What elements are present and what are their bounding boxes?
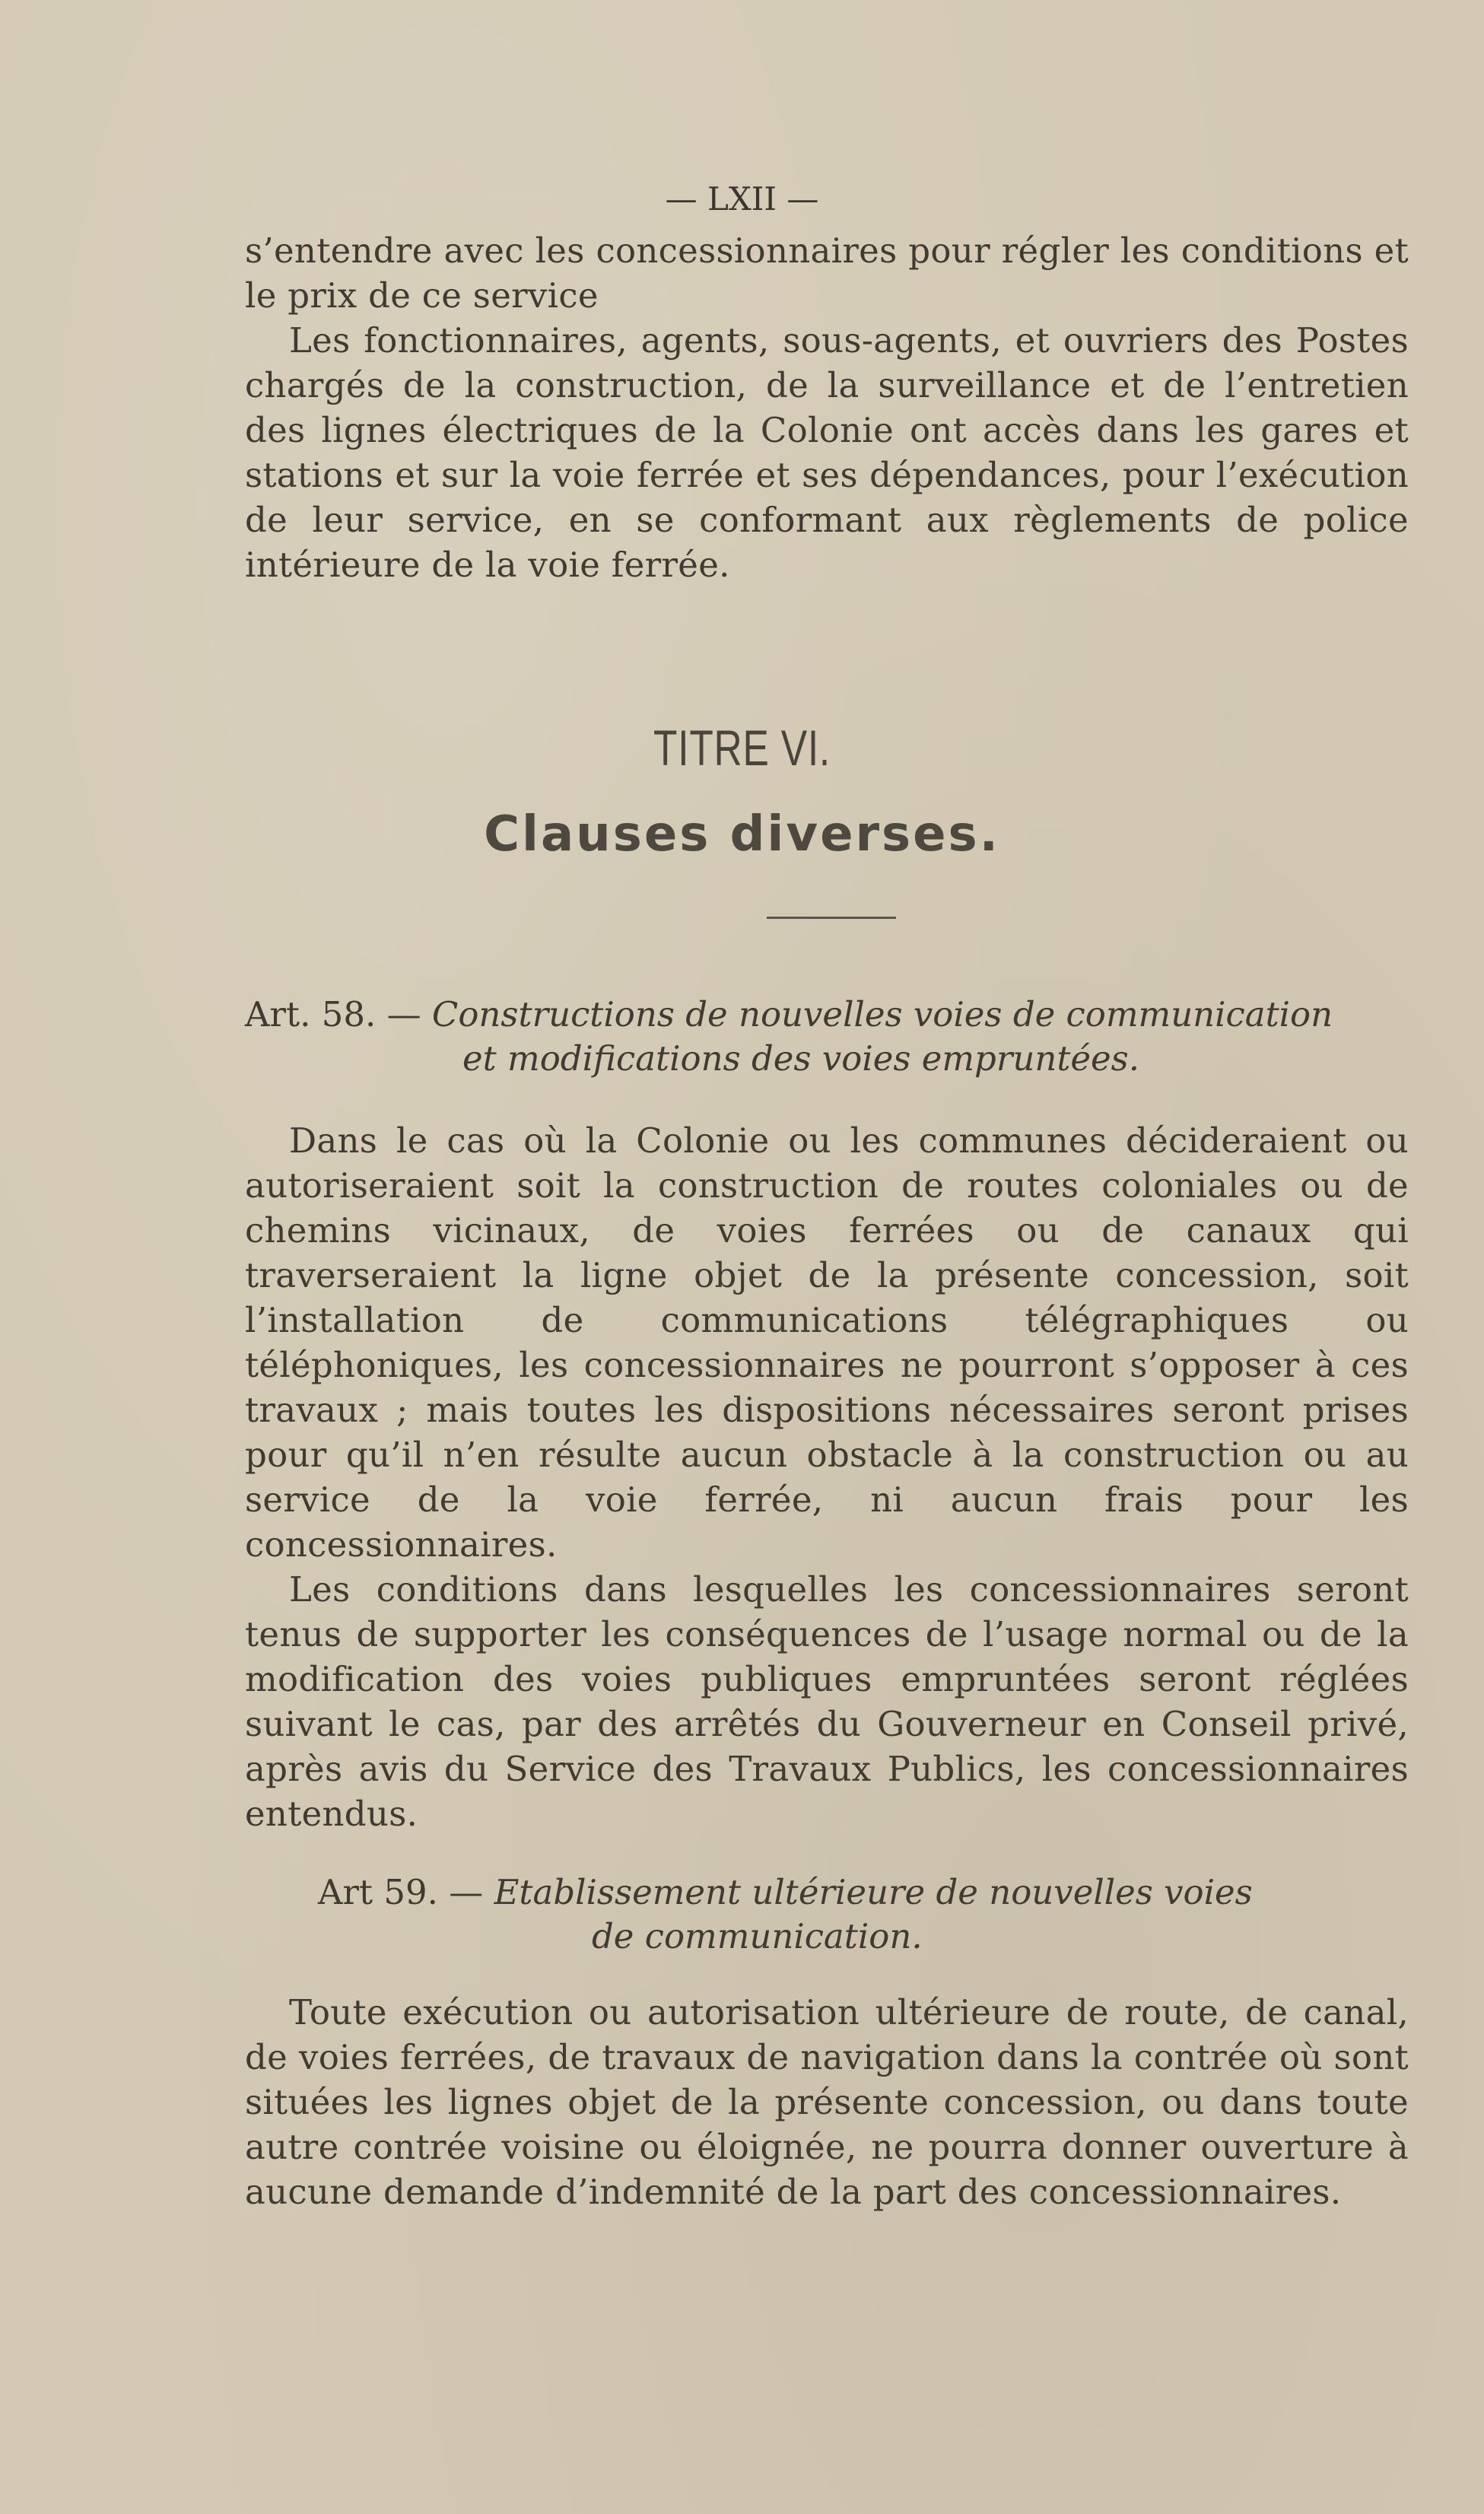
- article-58-label: Art. 58. —: [245, 994, 421, 1035]
- article-59-heading: [318, 1870, 1413, 1959]
- article-59-paragraph-1: Toute exécution ou autorisation ultérieure de route, de canal, de voies ferrées, de travaux de navigation dans la contrée où sont situées les lignes objet de la présente concession, ou dans toute autre contrée voisine ou éloignée, ne pourra donner ouverture à aucune demande d’indemnité de la part des concessionnaires.: [245, 1992, 1409, 2212]
- article-59-title-line2: de communication.: [592, 1916, 923, 1956]
- article-59-label: Art 59. —: [318, 1872, 484, 1912]
- article-58-paragraph-2: Les conditions dans lesquelles les concessionnaires seront tenus de supporter les conséquences de l’usage normal ou de la modification des voies publiques empruntées seront réglées suivant le cas, par des arrêtés du Gouverneur en Conseil privé, après avis du Service des Travaux Publics, les concessionnaires entendus.: [245, 1569, 1409, 1834]
- article-58-paragraph-1: Dans le cas où la Colonie ou les communes décideraient ou autoriseraient soit la construction de routes coloniales ou de chemins vicinaux, de voies ferrées ou de canaux qui traverseraient la ligne objet de la présente concession, soit l’installation de communications télégraphiques ou téléphoniques, les concessionnaires ne pourront s’opposer à ces travaux ; mais toutes les dispositions nécessaires seront prises pour qu’il n’en résulte aucun obstacle à la construction ou au service de la voie ferrée, ni aucun frais pour les concessionnaires.: [245, 1120, 1409, 1565]
- article-58-title-line1: Constructions de nouvelles voies de communication: [431, 994, 1333, 1035]
- intro-paragraph-2: Les fonctionnaires, agents, sous-agents, et ouvriers des Postes chargés de la construction, de la surveillance et de l’entretien des lignes électriques de la Colonie ont accès dans les gares et stations et sur la voie ferrée et ses dépendances, pour l’exécution de leur service, en se conformant aux règlements de police intérieure de la voie ferrée.: [245, 320, 1409, 585]
- section-heading: Clauses diverses.: [484, 806, 1000, 863]
- page-number: — LXII —: [665, 180, 819, 218]
- article-58-title-line2: et modifications des voies empruntées.: [462, 1038, 1140, 1079]
- intro-text: [245, 228, 1409, 587]
- article-58-heading: [245, 993, 1416, 1081]
- section-divider: [767, 917, 896, 919]
- article-59-title-line1: Etablissement ultérieure de nouvelles voies: [494, 1872, 1253, 1912]
- article-59-body: [245, 1990, 1409, 2214]
- intro-paragraph-1: s’entendre avec les concessionnaires pour régler les conditions et le prix de ce service: [245, 230, 1409, 316]
- section-number: TITRE VI.: [653, 720, 831, 776]
- article-58-body: [245, 1118, 1409, 1836]
